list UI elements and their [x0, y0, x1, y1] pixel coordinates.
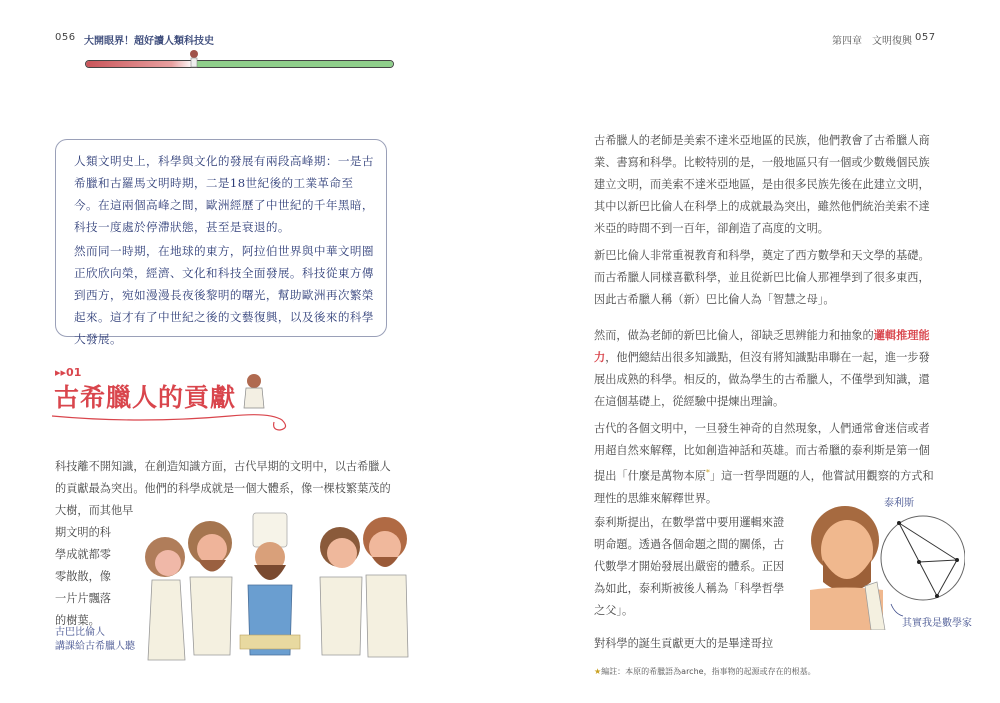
- body-line: 泰利斯提出，在數學當中要用邏輯來證: [594, 516, 785, 529]
- progress-past: [86, 61, 193, 67]
- body-line: 米亞的時間不到一百年，卻創造了高度的文明。: [594, 222, 829, 235]
- body-line: 古代的各個文明中，一旦發生神奇的自然現象，人們通常會迷信或者: [594, 422, 930, 435]
- body-line: 對科學的誕生貢獻更大的是畢達哥拉: [594, 637, 774, 650]
- body-line: 其中以新巴比倫人在科學上的成就最為突出，雖然他們統治美索不達: [594, 200, 930, 213]
- body-line: 用超自然來解釋，比如創造神話和英雄。而古希臘的泰利斯是第一個: [594, 444, 930, 457]
- body-line: 的樹葉。: [55, 614, 100, 627]
- body-line: 提出「什麼是萬物本原*」這一哲學問題的人，他嘗試用觀察的方式和: [594, 468, 934, 483]
- thales-portrait-illustration: [805, 490, 965, 630]
- body-line: 期文明的科: [55, 526, 111, 539]
- greek-philosopher-figure-icon: [240, 372, 268, 410]
- greek-and-babylonian-figures-illustration: [130, 505, 420, 665]
- body-line: 古希臘人的老師是美索不達米亞地區的民族，他們教會了古希臘人商: [594, 134, 930, 147]
- body-line: 代數學才開始發展出嚴密的體系。正因: [594, 560, 785, 573]
- paragraph-neo-babylonians: [594, 245, 940, 311]
- body-line: 的貢獻最為突出。他們的科學成就是一個大體系，像一棵枝繁葉茂的: [55, 482, 391, 495]
- intro-paragraph-1: 人類文明史上，科學與文化的發展有兩段高峰期：一是古希臘和古羅馬文明時期，二是18世紀後的工業革命至今。在這兩個高峰之間，歐洲經歷了中世紀的千年黑暗，科技一度處於停滯狀態，甚至是衰退的。: [74, 154, 374, 234]
- body-line: 科技離不開知識，在創造知識方面，古代早期的文明中，以古希臘人: [55, 460, 391, 473]
- body-line: 新巴比倫人非常重視教育和科學，奠定了西方數學和天文學的基礎。: [594, 249, 930, 262]
- section-title: 古希臘人的貢獻: [54, 383, 237, 412]
- body-line: 理性的思維來解釋世界。: [594, 491, 718, 505]
- body-line: 展出成熟的科學。相反的，做為學生的古希臘人，不僅學到知識，還: [594, 373, 930, 386]
- body-line: 一片片飄落: [55, 592, 111, 605]
- body-line: 而古希臘人同樣喜歡科學，並且從新巴比倫人那裡學到了很多東西，: [594, 271, 930, 284]
- body-line: 學成就都零: [55, 548, 111, 561]
- illustration-caption-line: 古巴比倫人: [55, 627, 105, 638]
- paragraph-logic: [594, 325, 940, 413]
- body-line: 力，他們總結出很多知識點，但沒有將知識點串聯在一起，進一步發: [594, 351, 930, 364]
- running-title: 大開眼界！超好讀人類科技史: [84, 36, 214, 47]
- body-line: 大樹，而其他早: [55, 504, 134, 517]
- intro-paragraph-2: 然而同一時期，在地球的東方，阿拉伯世界與中華文明圈正欣欣向榮，經濟、文化和科技全面發展。科技從東方傳到西方，宛如漫漫長夜後黎明的曙光，幫助歐洲再次繁榮起來。這才有了中世紀之後的文藝復興，以及後來的科學大發展。: [74, 244, 374, 346]
- progress-remaining: [193, 61, 393, 67]
- highlight-logical-reasoning: 邏輯推理能: [873, 329, 930, 342]
- progress-marker-figure-icon: [188, 49, 200, 69]
- right-page-number: 057: [915, 32, 936, 43]
- body-line: 因此古希臘人稱（新）巴比倫人為「智慧之母」。: [594, 293, 835, 306]
- illustration-caption-line: 講課給古希臘人聽: [55, 641, 135, 652]
- paragraph-pythagoras: [594, 633, 940, 655]
- body-line: 在這個基礎上，從經驗中提煉出理論。: [594, 395, 785, 408]
- footnote: ★編註：本原的希臘語為arche，指事物的起源或存在的根基。: [594, 667, 816, 676]
- section-number: ▸▸01: [55, 366, 82, 379]
- title-underline-swirl-icon: [50, 408, 290, 438]
- body-line: 然而，做為老師的新巴比倫人，卻缺乏思辨能力和抽象的邏輯推理能: [594, 329, 930, 342]
- body-line: 明命題。透過各個命題之間的關係，古: [594, 538, 785, 551]
- left-page-number: 056: [55, 32, 76, 43]
- footnote-star-marker: *: [705, 468, 710, 477]
- body-line: 零散散，像: [55, 570, 111, 583]
- star-icon: ★: [594, 667, 602, 676]
- paragraph-thales-logic: [594, 512, 809, 622]
- chapter-title: 第四章 文明復興: [832, 36, 912, 47]
- paragraph-teachers: [594, 130, 940, 240]
- reading-progress-bar: [85, 60, 394, 68]
- body-line: 建立文明，而美索不達米亞地區，是由很多民族先後在此建立文明，: [594, 178, 930, 191]
- body-line: 業、書寫和科學。比較特別的是，一般地區只有一個或少數幾個民族: [594, 156, 930, 169]
- body-line: 之父」。: [594, 604, 634, 617]
- body-line: 為如此，泰利斯被後人稱為「科學哲學: [594, 582, 785, 595]
- thales-label: 泰利斯: [884, 498, 914, 509]
- thales-speech-note: 其實我是數學家: [902, 618, 972, 629]
